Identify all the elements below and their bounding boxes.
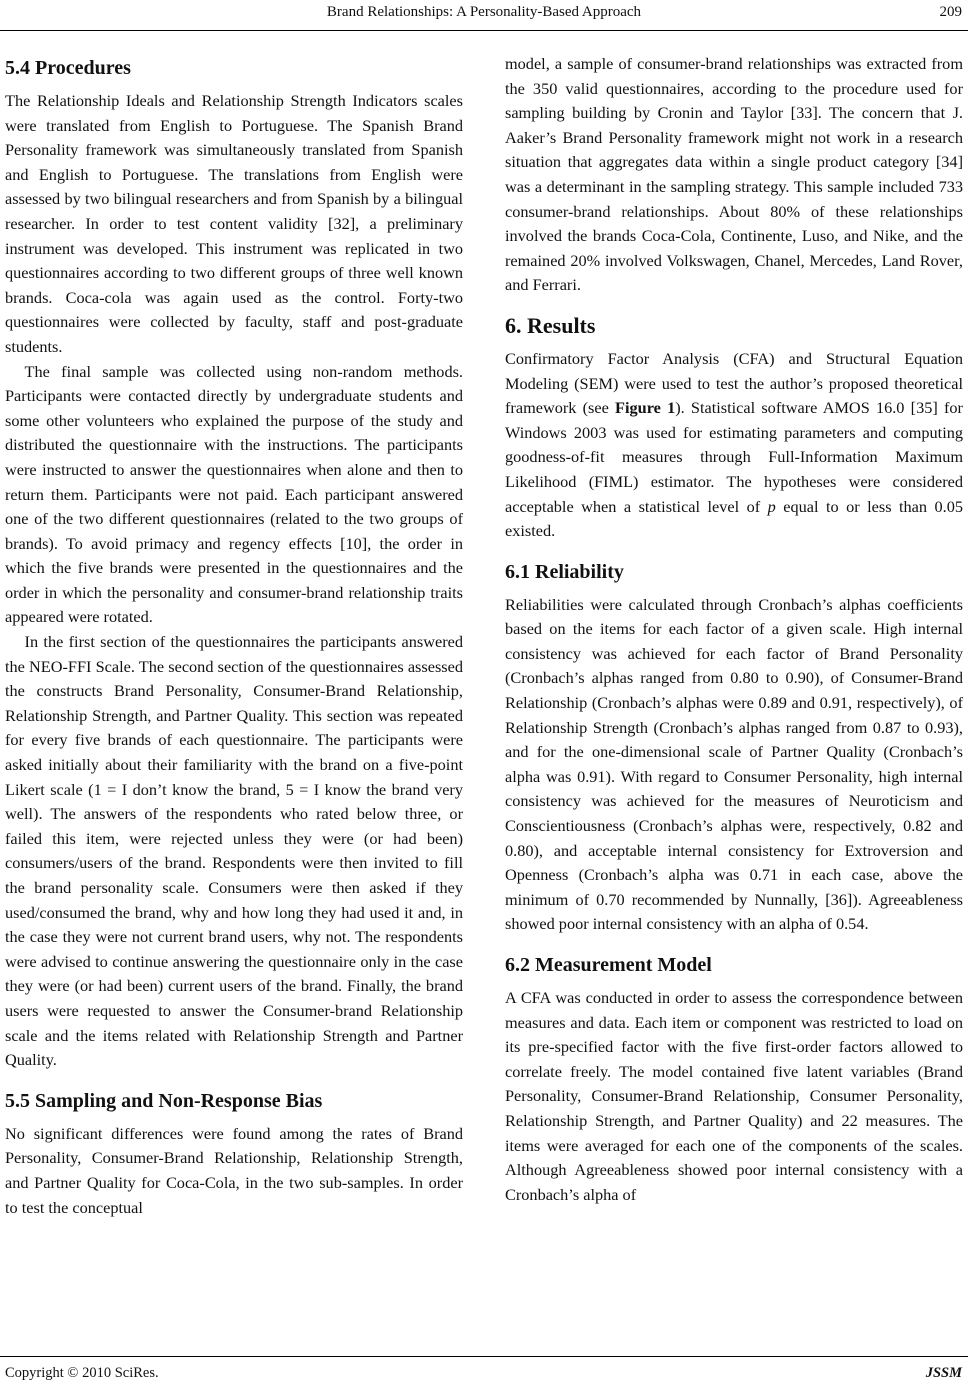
- section-heading-6-2: 6.2 Measurement Model: [505, 954, 712, 976]
- section-heading-6-1: 6.1 Reliability: [505, 560, 624, 583]
- paragraph: A CFA was conducted in order to assess the correspondence between measures and data. Each item or component was restricted to load on its pre-specified factor with the five first-order factors allowed to correlate freely. The model contained five latent variables (Brand Personality, Consumer-Brand Relationship, Consumer Personality, Relationship Strength, and Partner Quality) and 22 measures. The items were averaged for each one of the components of the scales. Although Agreeableness showed poor internal consistency with a Cronbach’s alpha of: [505, 988, 963, 1204]
- paragraph: No significant differences were found among the rates of Brand Personality, Consumer-Brand Relationship, Relationship Strength, and Partner Quality for Coca-Cola, in the two sub-samples. In order to test the conceptual: [5, 1123, 463, 1217]
- section-heading-5-4: 5.4 Procedures: [5, 57, 131, 79]
- text-run: equal to or less than 0.05 existed.: [505, 496, 963, 541]
- left-column: [5, 52, 463, 1220]
- paragraph: model, a sample of consumer-brand relationships was extracted from the 350 valid questionnaires, according to the procedure used for sampling building by Cronin and Taylor [33]. The concern that J. Aaker’s Brand Personality framework might not work in a research situation that aggregates data within a single product category [34] was a determinant in the sampling strategy. This sample included 733 consumer-brand relationships. About 80% of these relationships involved the brands Coca-Cola, Continente, Luso, and Nike, and the remained 20% involved Volkswagen, Chanel, Mercedes, Land Rover, and Ferrari.: [505, 54, 963, 295]
- paragraph: [505, 347, 963, 544]
- paragraph: The final sample was collected using non-random methods. Participants were contacted directly by undergraduate students and some other volunteers who explained the purpose of the study and distributed the questionnaire with the instructions. The participants were instructed to answer the questionnaires when alone and then to return them. Participants were not paid. Each participant answered one of the two different questionnaires (related to the two groups of brands). To avoid primacy and regency effects [10], the order in which the five brands were presented in the questionnaires and the order in which the personality and consumer-brand relationship traits appeared were rotated.: [5, 361, 463, 627]
- section-heading-5-5: 5.5 Sampling and Non-Response Bias: [5, 1089, 323, 1112]
- running-header: [0, 0, 968, 31]
- page-footer: [0, 1356, 968, 1383]
- journal-abbrev: JSSM: [925, 1365, 962, 1381]
- paragraph: Reliabilities were calculated through Cronbach’s alphas coefficients based on the items for each factor of a given scale. High internal consistency was achieved for each factor of Brand Personality (Cronbach’s alphas ranged from 0.80 to 0.90), of Consumer-Brand Relationship (Cronbach’s alphas were 0.89 and 0.91, respectively), of Relationship Strength (Cronbach’s alphas ranged from 0.87 to 0.93), and for the one-dimensional scale of Partner Quality (Cronbach’s alpha was 0.91). With regard to Consumer Personality, high internal consistency was achieved for the measures of Neuroticism and Conscientiousness (Cronbach’s alphas were, respectively, 0.82 and 0.80), and acceptable internal consistency for Extroversion and Openness (Cronbach’s alpha was 0.71 in each case, above the minimum of 0.70 recommended by Nunnally, [36]). Agreeableness showed poor internal consistency with an alpha of 0.54.: [505, 594, 963, 934]
- running-title: Brand Relationships: A Personality-Based Approach: [326, 4, 642, 20]
- paragraph: In the first section of the questionnaires the participants answered the NEO-FFI Scale. The second section of the questionnaires assessed the constructs Brand Personality, Consumer-Brand Relationship, Relationship Strength, and Partner Quality. This section was repeated for every five brands of each questionnaire. The participants were asked initially about their familiarity with the brand on a five-point Likert scale (1 = I don’t know the brand, 5 = I know the brand very well). The answers of the respondents who rated below three, or failed this item, were rejected unless they were (or had been) consumers/users of the brand. Respondents were then invited to fill the brand personality scale. Consumers were then asked if they used/consumed the brand, why and how long they had used it and, in the case they were not current brand users, why not. The respondents were advised to continue answering the questionnaire only in the case they were (or had been) current users of the brand. Finally, the brand users were requested to answer the Consumer-brand Relationship scale and the items related with Relationship Strength and Partner Quality.: [5, 632, 463, 1070]
- right-column: [505, 52, 963, 1207]
- text-run: Confirmatory Factor Analysis (CFA) and Structural Equation Modeling (SEM) were used to test the author’s proposed theoretical framework (see: [505, 348, 963, 418]
- copyright-notice: Copyright © 2010 SciRes.: [5, 1365, 159, 1381]
- p-symbol: p: [767, 496, 776, 516]
- page-number: 209: [939, 4, 962, 20]
- text-run: ). Statistical software AMOS 16.0 [35] for Windows 2003 was used for estimating parameters and computing goodness-of-fit measures through Full-Information Maximum Likelihood (FIML) estimator. The hypotheses were considered acceptable when a statistical level of: [505, 398, 963, 516]
- section-heading-6: 6. Results: [505, 312, 596, 338]
- paragraph: The Relationship Ideals and Relationship Strength Indicators scales were translated from English to Portuguese. The Spanish Brand Personality framework was simultaneously translated from Spanish and English to Portuguese. The translations from English were assessed by two bilingual researchers and from Spanish by a bilingual researcher. In order to test content validity [32], a preliminary instrument was developed. This instrument was replicated in two questionnaires according to two different groups of three well known brands. Coca-cola was again used as the control. Forty-two questionnaires were collected by faculty, staff and post-graduate students.: [5, 91, 463, 356]
- figure-reference: Figure 1: [615, 398, 676, 418]
